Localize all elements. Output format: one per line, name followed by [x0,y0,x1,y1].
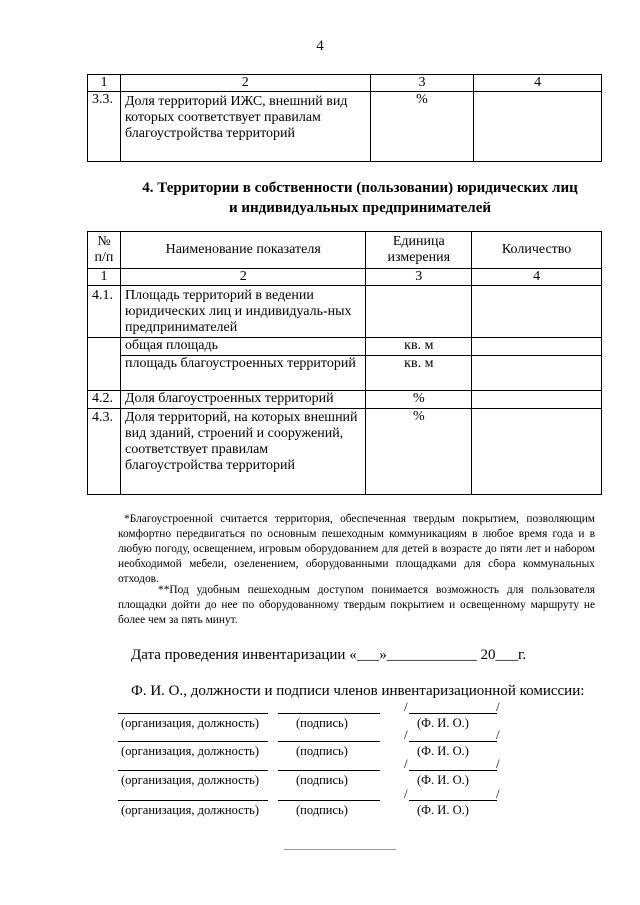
fio-signature-line [409,713,497,714]
indicator-name: площадь благоустроенных территорий [120,356,365,391]
table-row [88,286,602,338]
unit-cell: % [366,391,472,409]
section-title-line2: и индивидуальных предпринимателей [228,200,492,216]
table-cell: 2 [120,75,370,92]
unit-cell: кв. м [366,338,472,356]
fio-label: (Ф. И. О.) [417,716,469,730]
row-number [88,338,121,356]
sign-label: (подпись) [296,744,348,758]
row-number [88,356,121,391]
header-unit: Единица измерения [366,232,472,269]
org-signature-line [118,800,268,801]
table-row [88,356,602,391]
row-number: 3.3. [88,92,121,162]
org-signature-line [118,741,268,742]
table-header-row [88,232,602,269]
org-label: (организация, должность) [121,773,260,787]
table-cell: 4 [472,269,602,286]
row-number: 4.3. [88,409,121,495]
fio-slash-open: / [404,756,408,771]
table-row [88,409,602,495]
org-label: (организация, должность) [121,803,260,817]
sign-signature-line [278,770,380,771]
table-cell: 3 [366,269,472,286]
indicator-name: общая площадь [120,338,365,356]
table-column-numbers [88,75,602,92]
unit-cell: кв. м [366,356,472,391]
table-row [88,391,602,409]
org-label: (организация, должность) [121,744,260,758]
sign-signature-line [278,800,380,801]
sign-signature-line [278,741,380,742]
quantity-cell [472,286,602,338]
indicator-name: Доля территорий, на которых внешний вид зданий, строений и сооружений, соответствует правилам благоустройства территорий [120,409,365,495]
unit-cell: % [366,409,472,495]
table-continuation [87,74,602,162]
fio-label: (Ф. И. О.) [417,803,469,817]
territories-table [87,231,602,495]
fio-slash-close: / [496,699,500,714]
table-cell: 3 [370,75,474,92]
indicator-name: Площадь территорий в ведении юридических лиц и индивидуаль-ных предпринимателей [120,286,365,338]
footnote-2: **Под удобным пешеходным доступом понимается возможность для пользователя площадки дойти до нее по оборудованному твердым покрытием и освещенному маршруту не более чем за пять минут. [118,584,595,626]
sign-label: (подпись) [296,716,348,730]
quantity-cell [474,92,602,162]
section-title [0,178,640,218]
page-number: 4 [316,38,324,54]
fio-signature-line [409,741,497,742]
row-number: 4.2. [88,391,121,409]
section-title-line1: 4. Территории в собственности (пользовании) юридических лиц [142,180,578,196]
unit-cell [366,286,472,338]
quantity-cell [472,338,602,356]
quantity-cell [472,391,602,409]
fio-signature-line [409,800,497,801]
fio-slash-close: / [496,786,500,801]
unit-cell: % [370,92,474,162]
fio-slash-close: / [496,756,500,771]
inventory-date-line: Дата проведения инвентаризации «___»____________ 20___г. [131,647,527,663]
fio-signature-line [409,770,497,771]
sign-signature-line [278,713,380,714]
table-cell: 1 [88,75,121,92]
header-qty: Количество [472,232,602,269]
table-column-numbers [88,269,602,286]
fio-slash-close: / [496,727,500,742]
org-label: (организация, должность) [121,716,260,730]
table-cell: 2 [120,269,365,286]
quantity-cell [472,409,602,495]
indicator-name: Доля территорий ИЖС, внешний вид которых соответствует правилам благоустройства территорий [120,92,370,162]
org-signature-line [118,713,268,714]
table-cell: 4 [474,75,602,92]
table-row [88,92,602,162]
row-number: 4.1. [88,286,121,338]
indicator-name: Доля благоустроенных территорий [120,391,365,409]
fio-label: (Ф. И. О.) [417,744,469,758]
fio-slash-open: / [404,727,408,742]
sign-label: (подпись) [296,803,348,817]
footnote-1: *Благоустроенной считается территория, обеспеченная твердым покрытием, позволяющим комфортно передвигаться по основным пешеходным коммуникациям в любое время года и в любую погоду, освещением, игровым оборудованием для детей в возрасте до пяти лет и набором необходимой мебели, озеленением, оборудованными площадками для сбора коммунальных отходов. [118,513,595,585]
fio-slash-open: / [404,786,408,801]
header-num: № п/п [88,232,121,269]
commission-heading: Ф. И. О., должности и подписи членов инвентаризационной комиссии: [131,683,585,699]
fio-slash-open: / [404,699,408,714]
sign-label: (подпись) [296,773,348,787]
header-name: Наименование показателя [120,232,365,269]
bottom-divider [284,849,396,850]
table-row [88,338,602,356]
fio-label: (Ф. И. О.) [417,773,469,787]
quantity-cell [472,356,602,391]
table-cell: 1 [88,269,121,286]
org-signature-line [118,770,268,771]
